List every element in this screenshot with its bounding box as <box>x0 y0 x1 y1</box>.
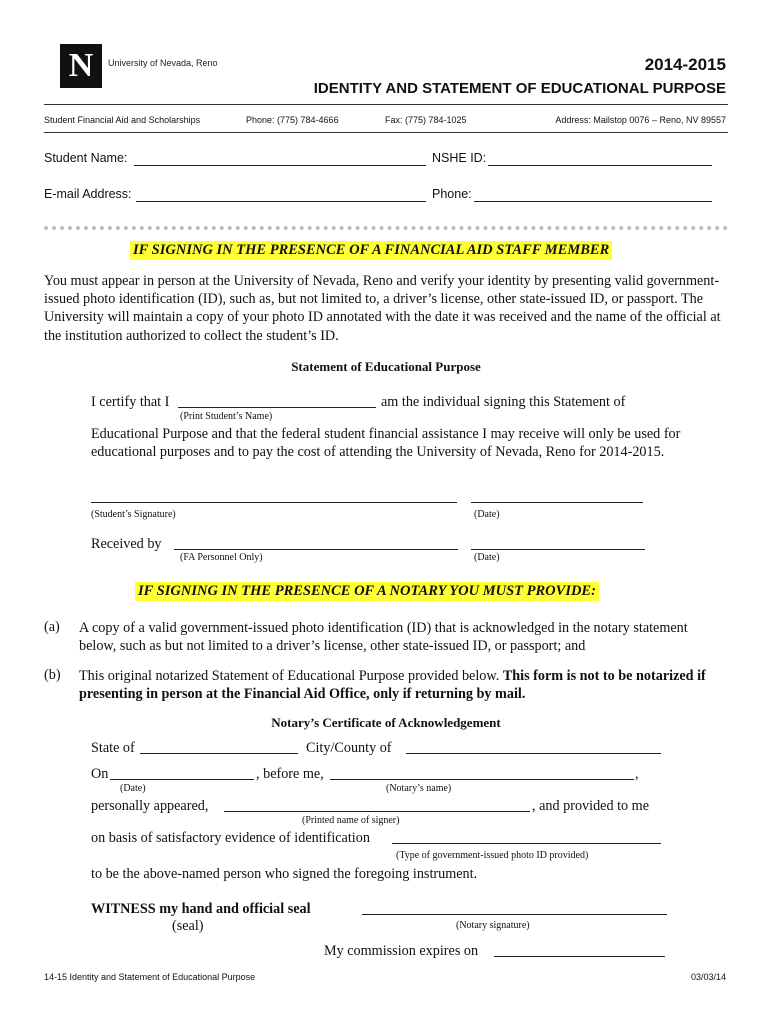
notary-date-field[interactable] <box>110 765 254 780</box>
on-label: On <box>91 766 109 782</box>
student-signature-caption: (Student’s Signature) <box>91 509 176 520</box>
dotted-separator <box>44 226 728 230</box>
item-b-label: (b) <box>44 667 61 683</box>
above-named-text: to be the above-named person who signed the foregoing instrument. <box>91 866 478 882</box>
office-fax: Fax: (775) 784-1025 <box>385 115 467 125</box>
office-phone: Phone: (775) 784-4666 <box>246 115 339 125</box>
notary-certificate-title: Notary’s Certificate of Acknowledgement <box>271 715 501 730</box>
notary-signature-field[interactable] <box>362 900 667 915</box>
item-a-text: A copy of a valid government-issued photo identification (ID) that is acknowledged in the notary statement below, such as but not limited to a driver’s license, other state-issued ID, or passport; and <box>79 620 688 654</box>
print-name-field[interactable] <box>178 393 376 408</box>
office-name: Student Financial Aid and Scholarships <box>44 115 201 125</box>
fa-personnel-caption: (FA Personnel Only) <box>180 552 263 563</box>
nshe-id-field[interactable] <box>488 151 712 166</box>
notary-date-caption: (Date) <box>120 783 146 794</box>
logo-letter: N <box>68 47 94 84</box>
statement-title: Statement of Educational Purpose <box>291 359 481 374</box>
printed-name-caption: (Printed name of signer) <box>302 815 400 826</box>
notary-name-comma: , <box>635 766 639 782</box>
notary-banner: IF SIGNING IN THE PRESENCE OF A NOTARY YOU MUST PROVIDE: <box>135 582 599 601</box>
staff-member-banner: IF SIGNING IN THE PRESENCE OF A FINANCIAL AID STAFF MEMBER <box>130 241 612 260</box>
received-by-field[interactable] <box>174 535 458 550</box>
identity-paragraph: You must appear in person at the University of Nevada, Reno and verify your identity by presenting valid government-issued photo identification (ID), such as, but not limited to, a driver’s license, other state-issued ID, or passport. The University will maintain a copy of your photo ID annotated with the date it was received and the name of the official at the institution authorized to collect the student’s ID. <box>44 273 721 344</box>
email-field[interactable] <box>136 187 426 202</box>
office-address: Address: Mailstop 0076 – Reno, NV 89557 <box>555 115 726 125</box>
header-divider <box>44 104 728 105</box>
page-title: IDENTITY AND STATEMENT OF EDUCATIONAL PURPOSE <box>313 80 726 97</box>
seal-label: (seal) <box>172 918 204 934</box>
phone-label: Phone: <box>432 187 472 201</box>
received-by-label: Received by <box>91 536 162 552</box>
city-county-field[interactable] <box>406 739 661 754</box>
notary-name-caption: (Notary’s name) <box>386 783 452 794</box>
footer-date: 03/03/14 <box>690 972 726 982</box>
witness-label: WITNESS my hand and official seal <box>91 901 311 917</box>
signer-name-field[interactable] <box>224 797 530 812</box>
certify-suffix: am the individual signing this Statement of <box>381 394 626 410</box>
state-of-label: State of <box>91 740 135 756</box>
university-logo <box>60 44 102 88</box>
item-b-plain: This original notarized Statement of Educational Purpose provided below. <box>79 668 500 684</box>
nshe-id-label: NSHE ID: <box>432 151 487 165</box>
state-field[interactable] <box>140 739 298 754</box>
notary-signature-caption: (Notary signature) <box>456 920 530 931</box>
on-basis-label: on basis of satisfactory evidence of identification <box>91 830 370 846</box>
item-b-text <box>79 667 709 703</box>
email-label: E-mail Address: <box>44 187 132 201</box>
certify-prefix: I certify that I <box>91 394 170 410</box>
personally-appeared-label: personally appeared, <box>91 798 209 814</box>
footer-document-name: 14-15 Identity and Statement of Educational Purpose <box>44 972 256 982</box>
city-county-label: City/County of <box>306 740 392 756</box>
student-date-caption: (Date) <box>474 509 500 520</box>
id-type-field[interactable] <box>392 829 661 844</box>
student-date-field[interactable] <box>471 488 643 503</box>
received-date-caption: (Date) <box>474 552 500 563</box>
before-me-label: , before me, <box>256 766 324 782</box>
commission-label: My commission expires on <box>324 943 479 959</box>
form-year: 2014-2015 <box>644 55 726 74</box>
notary-name-field[interactable] <box>330 765 634 780</box>
student-signature-field[interactable] <box>91 488 457 503</box>
contact-divider <box>44 132 728 133</box>
phone-field[interactable] <box>474 187 712 202</box>
print-name-caption: (Print Student’s Name) <box>180 411 273 422</box>
id-type-caption: (Type of government-issued photo ID provided) <box>396 850 589 861</box>
received-date-field[interactable] <box>471 535 645 550</box>
item-b-bold: This form is not to be notarized if presenting in person at the Financial Aid Office, only if returning by mail. <box>79 668 706 702</box>
commission-date-field[interactable] <box>494 942 665 957</box>
student-name-label: Student Name: <box>44 151 128 165</box>
provided-to-me-label: , and provided to me <box>532 798 650 814</box>
university-name: University of Nevada, Reno <box>108 58 218 68</box>
certify-text: Educational Purpose and that the federal student financial assistance I may receive will only be used for educational purposes and to pay the cost of attending the University of Nevada, Reno for 2014-2015. <box>91 426 681 460</box>
item-a-label: (a) <box>44 619 60 635</box>
student-name-field[interactable] <box>134 151 426 166</box>
